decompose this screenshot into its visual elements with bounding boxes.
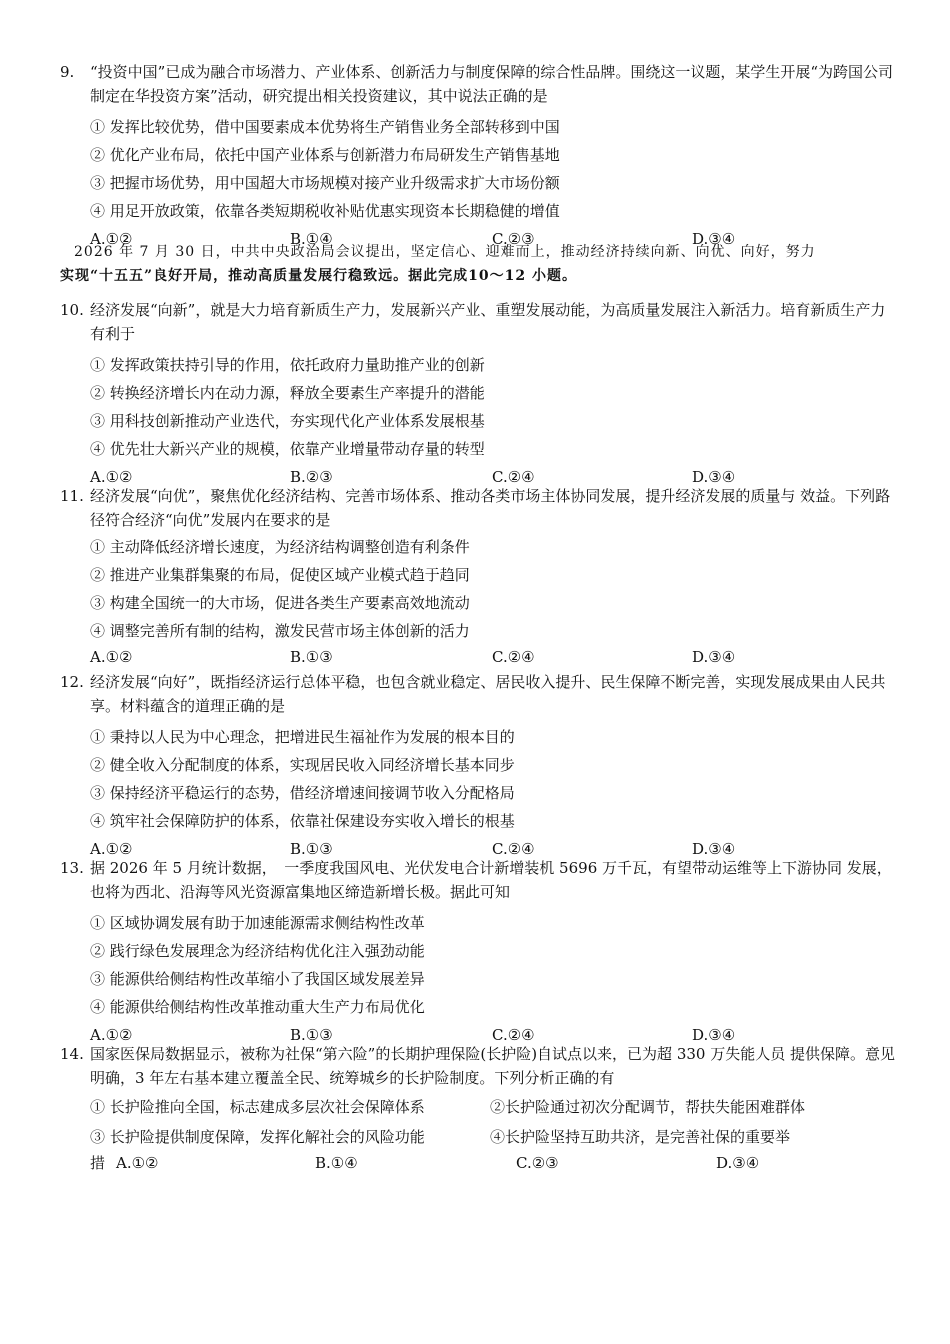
choice-c[interactable]: C.②③	[492, 230, 535, 248]
option-3: ③ 把握市场优势，用中国超大市场规模对接产业升级需求扩大市场份额	[90, 174, 560, 192]
choice-b[interactable]: B.①③	[290, 648, 333, 666]
question-number: 9.	[60, 63, 75, 81]
question-text: 经济发展“向优”，聚焦优化经济结构、完善市场体系、推动各类市场主体协同发展，提升经济发展的质量与 效益。下列路径符合经济“向优”发展内在要求的是	[90, 487, 891, 529]
choice-a[interactable]: A.①②	[90, 648, 133, 666]
question-9	[60, 60, 895, 252]
choice-c[interactable]: C.②③	[516, 1154, 559, 1172]
answer-choices	[60, 1150, 895, 1176]
material-intro	[60, 240, 895, 288]
intro-line-1: 2026 年 7 月 30 日，中共中央政治局会议提出，坚定信心、迎难而上，推动经济持续向新、向优、向好，努力	[74, 244, 816, 260]
question-text: 据 2026 年 5 月统计数据， 一季度我国风电、光伏发电合计新增装机 5696 万千瓦，有望带动运维等上下游协同 发展，也将为西北、沿海等风光资源富集地区缔造新增长极。据此可知	[90, 859, 892, 901]
question-11	[60, 484, 895, 670]
choice-a[interactable]: A.①②	[90, 230, 133, 248]
question-number: 13.	[60, 859, 84, 877]
question-stem	[60, 1042, 895, 1090]
question-10	[60, 298, 895, 490]
intro-line-2: 实现“十五五”良好开局，推动高质量发展行稳致远。据此完成10～12 小题。	[60, 268, 577, 284]
question-text: 经济发展“向好”，既指经济运行总体平稳，也包含就业稳定、居民收入提升、民生保障不断完善，实现发展成果由人民共享。材料蕴含的道理正确的是	[90, 673, 886, 715]
option-4-continued: 措	[90, 1154, 106, 1172]
choice-a[interactable]: A.①②	[90, 1026, 133, 1044]
choice-d[interactable]: D.③④	[692, 648, 736, 666]
option-3: ③ 构建全国统一的大市场，促进各类生产要素高效地流动	[90, 594, 470, 612]
question-stem	[60, 298, 895, 346]
question-number: 10.	[60, 301, 84, 319]
option-3: ③ 能源供给侧结构性改革缩小了我国区域发展差异	[90, 970, 425, 988]
answer-choices	[60, 644, 895, 670]
choice-a[interactable]: A.①②	[90, 840, 133, 858]
option-4: ④ 能源供给侧结构性改革推动重大生产力布局优化	[90, 998, 425, 1016]
option-4: ④长护险坚持互助共济，是完善社保的重要举	[490, 1128, 791, 1146]
question-12	[60, 670, 895, 862]
question-stem	[60, 856, 895, 904]
choice-d[interactable]: D.③④	[692, 1026, 736, 1044]
choice-d[interactable]: D.③④	[692, 230, 736, 248]
option-2: ② 优化产业布局，依托中国产业体系与创新潜力布局研发生产销售基地	[90, 146, 560, 164]
choice-b[interactable]: B.①④	[290, 230, 333, 248]
option-4: ④ 优先壮大新兴产业的规模，依靠产业增量带动存量的转型	[90, 440, 485, 458]
option-2: ② 转换经济增长内在动力源，释放全要素生产率提升的潜能	[90, 384, 485, 402]
choice-c[interactable]: C.②④	[492, 1026, 535, 1044]
option-1: ① 发挥比较优势，借中国要素成本优势将生产销售业务全部转移到中国	[90, 118, 560, 136]
question-14	[60, 1042, 895, 1176]
option-1: ① 主动降低经济增长速度，为经济结构调整创造有利条件	[90, 538, 470, 556]
option-row-2	[60, 1124, 895, 1150]
question-stem	[60, 60, 895, 108]
question-stem	[60, 670, 895, 718]
option-4: ④ 调整完善所有制的结构，激发民营市场主体创新的活力	[90, 622, 470, 640]
choice-c[interactable]: C.②④	[492, 648, 535, 666]
question-text: 国家医保局数据显示，被称为社保“第六险”的长期护理保险(长护险)自试点以来，已为超 330 万失能人员 提供保障。意见明确，3 年左右基本建立覆盖全民、统筹城乡的长护险制度。下列分析正确的有	[90, 1045, 895, 1087]
choice-a[interactable]: A.①②	[90, 468, 133, 486]
choice-d[interactable]: D.③④	[692, 840, 736, 858]
question-stem	[60, 484, 895, 532]
question-number: 11.	[60, 487, 84, 505]
choice-c[interactable]: C.②④	[492, 840, 535, 858]
option-1: ① 区域协调发展有助于加速能源需求侧结构性改革	[90, 914, 425, 932]
option-1: ① 长护险推向全国，标志建成多层次社会保障体系	[90, 1098, 425, 1116]
question-text: 经济发展“向新”，就是大力培育新质生产力，发展新兴产业、重塑发展动能，为高质量发展注入新活力。培育新质生产力有利于	[90, 301, 886, 343]
option-3: ③ 保持经济平稳运行的态势，借经济增速间接调节收入分配格局	[90, 784, 515, 802]
question-number: 12.	[60, 673, 84, 691]
choice-b[interactable]: B.①③	[290, 1026, 333, 1044]
option-4: ④ 筑牢社会保障防护的体系，依靠社保建设夯实收入增长的根基	[90, 812, 515, 830]
question-number: 14.	[60, 1045, 84, 1063]
choice-d[interactable]: D.③④	[692, 468, 736, 486]
option-1: ① 发挥政策扶持引导的作用，依托政府力量助推产业的创新	[90, 356, 485, 374]
choice-d[interactable]: D.③④	[716, 1154, 760, 1172]
choice-b[interactable]: B.①④	[315, 1154, 358, 1172]
option-2: ②长护险通过初次分配调节，帮扶失能困难群体	[490, 1098, 806, 1116]
option-4: ④ 用足开放政策，依靠各类短期税收补贴优惠实现资本长期稳健的增值	[90, 202, 560, 220]
option-3: ③ 长护险提供制度保障，发挥化解社会的风险功能	[90, 1128, 425, 1146]
option-2: ② 践行绿色发展理念为经济结构优化注入强劲动能	[90, 942, 425, 960]
question-text: “投资中国”已成为融合市场潜力、产业体系、创新活力与制度保障的综合性品牌。围绕这一议题，某学生开展“为跨国公司制定在华投资方案”活动，研究提出相关投资建议，其中说法正确的是	[90, 63, 894, 105]
question-13	[60, 856, 895, 1048]
choice-a[interactable]: A.①②	[116, 1154, 159, 1172]
choice-b[interactable]: B.②③	[290, 468, 333, 486]
choice-b[interactable]: B.①③	[290, 840, 333, 858]
option-1: ① 秉持以人民为中心理念，把增进民生福祉作为发展的根本目的	[90, 728, 515, 746]
option-3: ③ 用科技创新推动产业迭代，夯实现代化产业体系发展根基	[90, 412, 485, 430]
option-row-1	[60, 1094, 895, 1120]
choice-c[interactable]: C.②④	[492, 468, 535, 486]
option-2: ② 推进产业集群集聚的布局，促使区域产业模式趋于趋同	[90, 566, 470, 584]
option-2: ② 健全收入分配制度的体系，实现居民收入同经济增长基本同步	[90, 756, 515, 774]
